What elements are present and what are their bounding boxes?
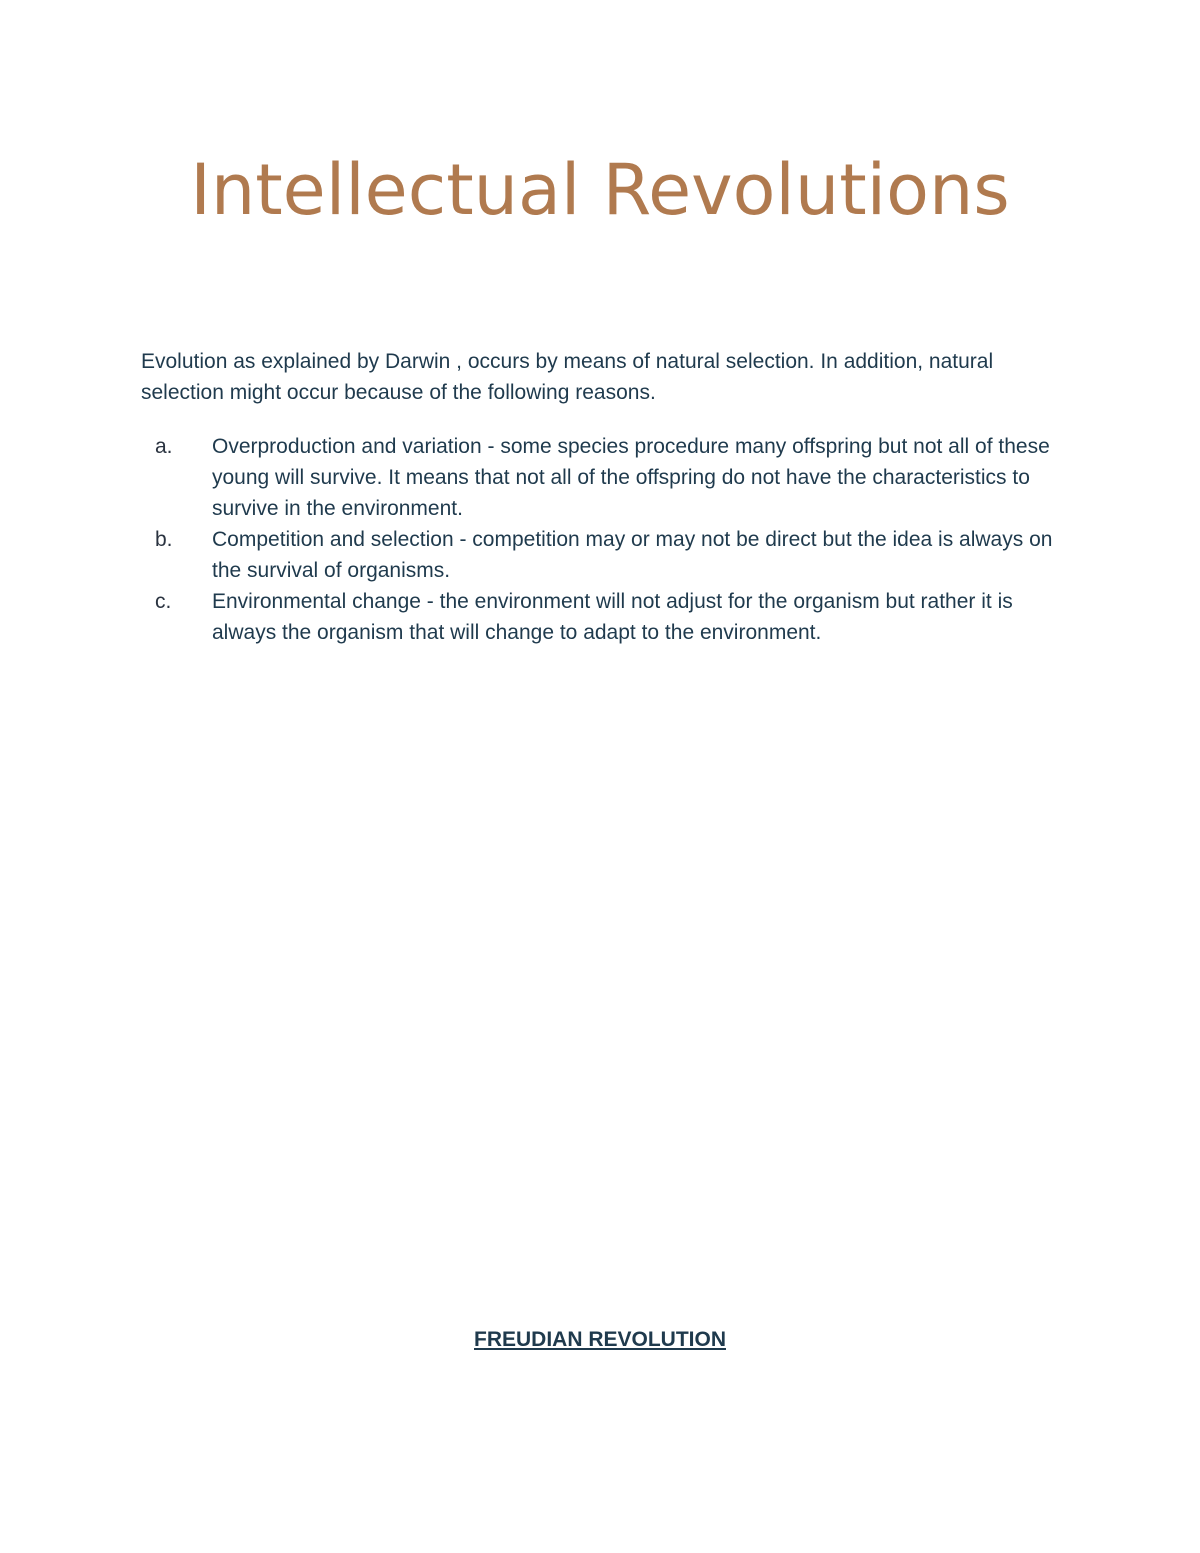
list-marker: b. <box>155 528 173 551</box>
list-marker: a. <box>155 435 173 458</box>
list-item-text: Competition and selection - competition may or may not be direct but the idea is always on the survival of organisms. <box>212 528 1053 582</box>
list-item <box>141 524 1081 586</box>
list-item-text: Overproduction and variation - some species procedure many offspring but not all of these young will survive. It means that not all of the offspring do not have the characteristics to survive in the environment. <box>212 435 1050 520</box>
list-item <box>141 586 1081 648</box>
reasons-list <box>141 431 1081 648</box>
list-item <box>141 431 1081 524</box>
list-marker: c. <box>155 590 172 613</box>
page-title: Intellectual Revolutions <box>190 149 1010 231</box>
intro-paragraph: Evolution as explained by Darwin , occurs by means of natural selection. In addition, natural selection might occur because of the following reasons. <box>141 350 994 404</box>
list-item-text: Environmental change - the environment will not adjust for the organism but rather it is always the organism that will change to adapt to the environment. <box>212 590 1013 644</box>
section-heading: FREUDIAN REVOLUTION <box>474 1328 726 1351</box>
